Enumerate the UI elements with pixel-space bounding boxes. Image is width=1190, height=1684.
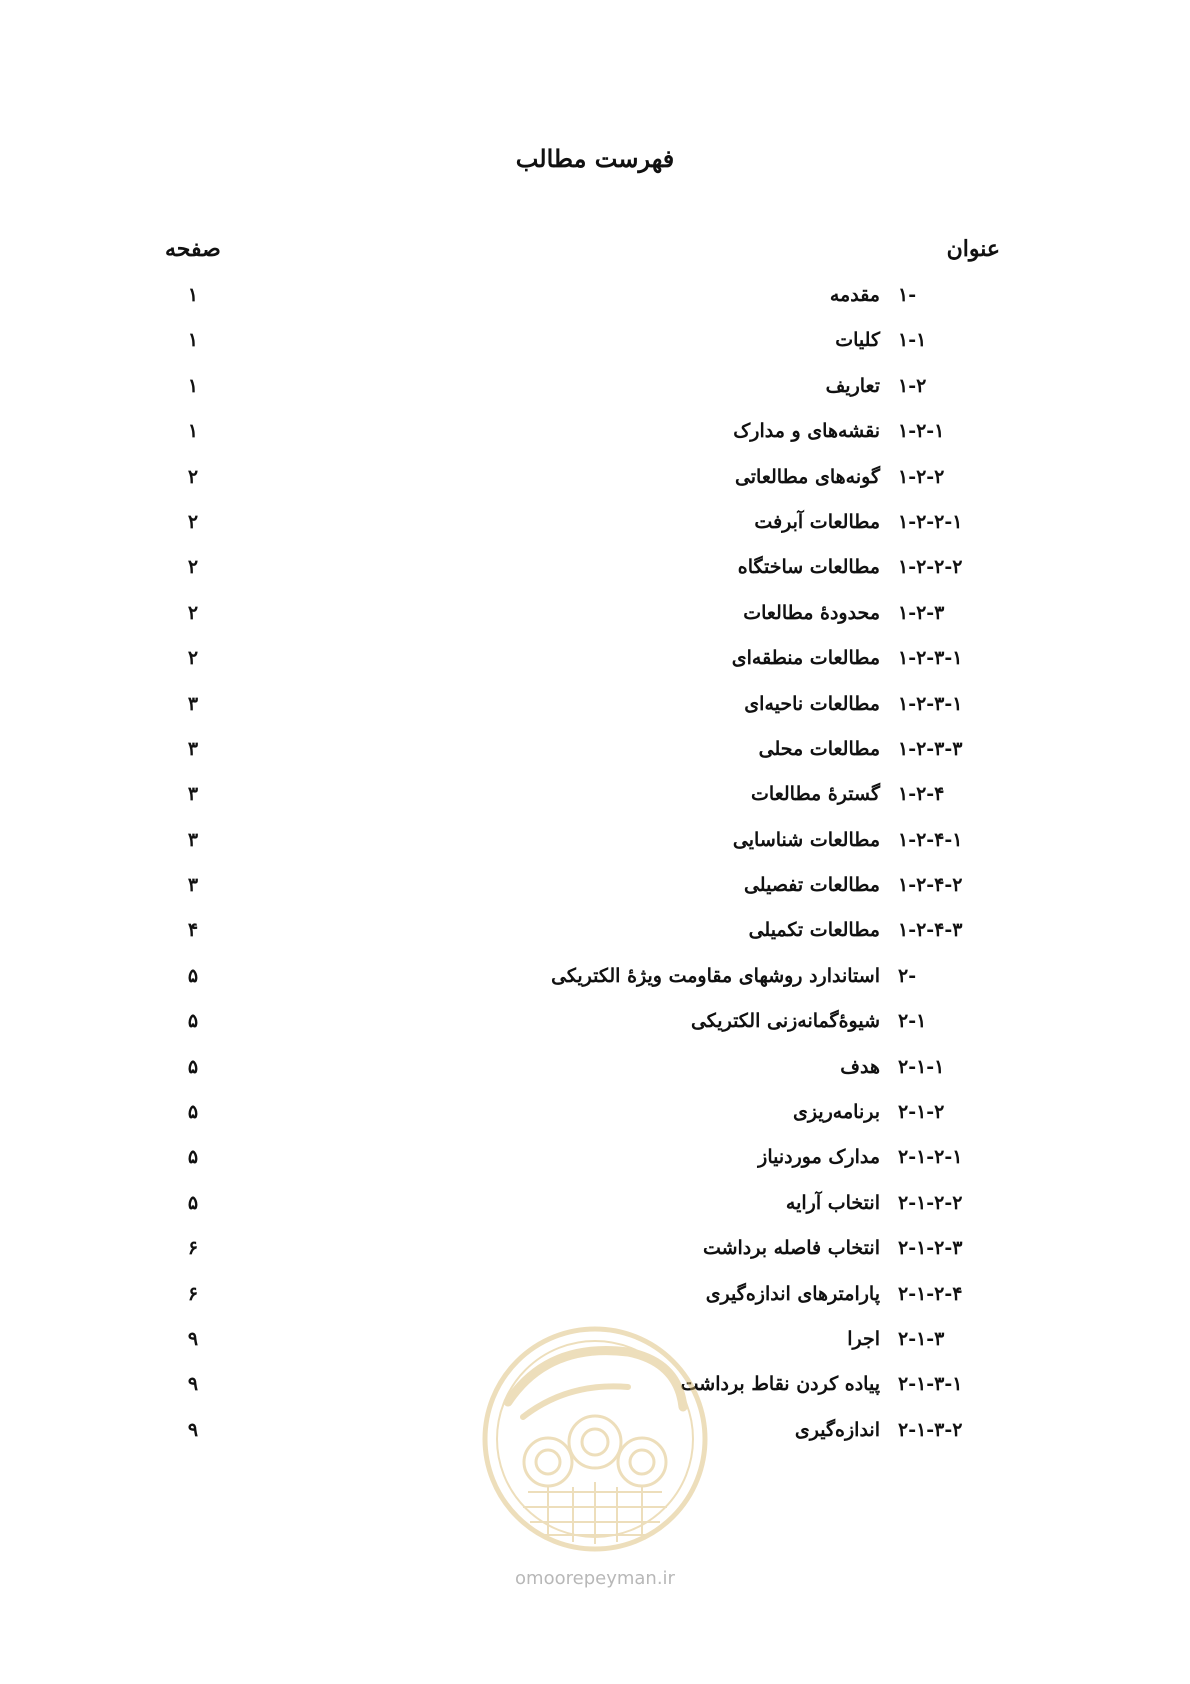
toc-entry-page: ۲ [187, 647, 199, 670]
toc-entry[interactable] [0, 602, 1190, 647]
watermark-url: omoorepeyman.ir [515, 1568, 675, 1589]
toc-entry[interactable] [0, 738, 1190, 783]
toc-entry[interactable] [0, 1146, 1190, 1191]
toc-entry[interactable] [0, 375, 1190, 420]
toc-entry-title: اندازه‌گیری [794, 1418, 880, 1441]
toc-entry-page: ۵ [187, 1146, 199, 1169]
toc-entry-title: گونه‌های مطالعاتی [734, 465, 880, 488]
toc-entry-page: ۹ [187, 1418, 199, 1441]
toc-entry[interactable] [0, 647, 1190, 692]
toc-entry-title: تعاریف [825, 374, 880, 397]
toc-entry-page: ۶ [187, 1282, 199, 1305]
toc-entry[interactable] [0, 874, 1190, 919]
toc-entry-title: هدف [840, 1055, 880, 1078]
toc-entry-title: مطالعات ناحیه‌ای [744, 692, 880, 715]
toc-entry[interactable] [0, 556, 1190, 601]
toc-entry-title: پیاده کردن نقاط برداشت [680, 1373, 880, 1396]
toc-entry[interactable] [0, 511, 1190, 556]
toc-entry-page: ۱ [187, 420, 199, 443]
toc-entry-title: اجرا [847, 1327, 880, 1350]
toc-entry-number: ۱-۲-۲ [898, 465, 945, 488]
toc-entry[interactable] [0, 783, 1190, 828]
toc-entry[interactable] [0, 329, 1190, 374]
toc-entry-page: ۲ [187, 465, 199, 488]
toc-entry-number: ۲-۱-۲ [898, 1101, 945, 1124]
toc-entry-title: مطالعات ساختگاه [737, 556, 880, 579]
toc-entry-title: پارامترهای اندازه‌گیری [705, 1282, 880, 1305]
toc-entry[interactable] [0, 284, 1190, 329]
toc-entry[interactable] [0, 1283, 1190, 1328]
toc-entry-number: ۱-۲-۳-۱ [898, 647, 963, 670]
toc-entry-page: ۳ [187, 737, 199, 760]
toc-entry-number: ۲-۱-۲-۱ [898, 1146, 963, 1169]
toc-entry-number: -۲ [898, 964, 917, 987]
toc-entry-number: ۱-۲-۳-۱ [898, 692, 963, 715]
toc-entry-page: ۵ [187, 1101, 199, 1124]
toc-entry-number: ۲-۱-۳ [898, 1327, 945, 1350]
toc-entry-page: ۵ [187, 1055, 199, 1078]
toc-entry-page: ۹ [187, 1373, 199, 1396]
toc-entry-number: ۱-۲-۲-۱ [898, 510, 963, 533]
toc-entry-title: انتخاب فاصله برداشت [702, 1237, 880, 1260]
toc-entry[interactable] [0, 1010, 1190, 1055]
toc-entry-number: ۲-۱-۲-۳ [898, 1237, 963, 1260]
toc-entry-number: ۱-۲-۴ [898, 783, 945, 806]
toc-entry-number: ۲-۱-۳-۱ [898, 1373, 963, 1396]
toc-entry-page: ۱ [187, 374, 199, 397]
toc-entry[interactable] [0, 1056, 1190, 1101]
toc-entry-number: ۱-۲-۲-۲ [898, 556, 963, 579]
toc-entry-number: ۱-۲-۱ [898, 420, 945, 443]
toc-entry-page: ۶ [187, 1237, 199, 1260]
toc-entry-number: ۱-۲-۴-۳ [898, 919, 963, 942]
toc-entry-page: ۲ [187, 556, 199, 579]
toc-entry[interactable] [0, 1237, 1190, 1282]
toc-entry[interactable] [0, 466, 1190, 511]
toc-entry-title: شیوهٔ‌گمانه‌زنی الکتریکی [690, 1010, 880, 1033]
toc-entry-page: ۳ [187, 783, 199, 806]
toc-entry-title: مطالعات تکمیلی [748, 919, 880, 942]
toc-entry-number: ۲-۱ [898, 1010, 927, 1033]
toc-entry-page: ۱ [187, 284, 199, 306]
toc-entry[interactable] [0, 1101, 1190, 1146]
toc-entry-title: نقشه‌های و مدارک [733, 420, 880, 443]
toc-entry-number: ۲-۱-۱ [898, 1055, 945, 1078]
toc-entry-page: ۵ [187, 1010, 199, 1033]
toc-entry-page: ۵ [187, 1191, 199, 1214]
toc-entry-number: ۱-۲-۳ [898, 601, 945, 624]
toc-entry-title: مقدمه [829, 284, 880, 306]
toc-entry-title: کلیات [835, 329, 880, 352]
toc-entry-number: ۱-۲-۴-۲ [898, 874, 963, 897]
toc-entry-title: گسترهٔ مطالعات [751, 783, 880, 806]
toc-entry-number: ۱-۲-۳-۳ [898, 737, 963, 760]
title-column-header: عنوان [946, 236, 1000, 262]
toc-entry-page: ۲ [187, 601, 199, 624]
toc-entry-page: ۳ [187, 692, 199, 715]
toc-entry-page: ۲ [187, 510, 199, 533]
toc-entry[interactable] [0, 420, 1190, 465]
toc-entry[interactable] [0, 693, 1190, 738]
toc-entry[interactable] [0, 1419, 1190, 1464]
toc-entry-number: ۲-۱-۲-۴ [898, 1282, 963, 1305]
toc-entry-page: ۴ [187, 919, 199, 942]
toc-entry-number: ۱-۱ [898, 329, 927, 352]
toc-entry-title: استاندارد روشهای مقاومت ویژهٔ الکتریکی [551, 964, 880, 987]
toc-entry-title: انتخاب آرایه [785, 1191, 880, 1214]
table-of-contents [0, 284, 1190, 1464]
toc-entry-number: ۲-۱-۳-۲ [898, 1418, 963, 1441]
toc-entry-title: مطالعات محلی [758, 737, 880, 760]
toc-entry-page: ۳ [187, 874, 199, 897]
toc-entry[interactable] [0, 1192, 1190, 1237]
toc-entry-title: مطالعات آبرفت [754, 510, 880, 533]
toc-entry-number: ۱-۲-۴-۱ [898, 828, 963, 851]
toc-entry-page: ۹ [187, 1327, 199, 1350]
toc-entry-number: -۱ [898, 284, 917, 306]
page-title: فهرست مطالب [515, 144, 675, 173]
toc-entry-title: مطالعات شناسایی [732, 828, 880, 851]
toc-entry-number: ۲-۱-۲-۲ [898, 1191, 963, 1214]
toc-entry-title: محدودهٔ مطالعات [743, 601, 880, 624]
toc-entry-title: مطالعات تفصیلی [743, 874, 880, 897]
page-column-header: صفحه [165, 236, 221, 262]
toc-entry-page: ۱ [187, 329, 199, 352]
toc-entry-title: مدارک موردنیاز [758, 1146, 880, 1169]
toc-entry[interactable] [0, 1373, 1190, 1418]
toc-entry-title: برنامه‌ریزی [792, 1101, 880, 1124]
toc-entry[interactable] [0, 919, 1190, 964]
toc-entry[interactable] [0, 965, 1190, 1010]
toc-entry[interactable] [0, 1328, 1190, 1373]
toc-entry[interactable] [0, 829, 1190, 874]
toc-entry-page: ۵ [187, 964, 199, 987]
toc-entry-title: مطالعات منطقه‌ای [731, 647, 880, 670]
toc-entry-number: ۱-۲ [898, 374, 927, 397]
toc-entry-page: ۳ [187, 828, 199, 851]
